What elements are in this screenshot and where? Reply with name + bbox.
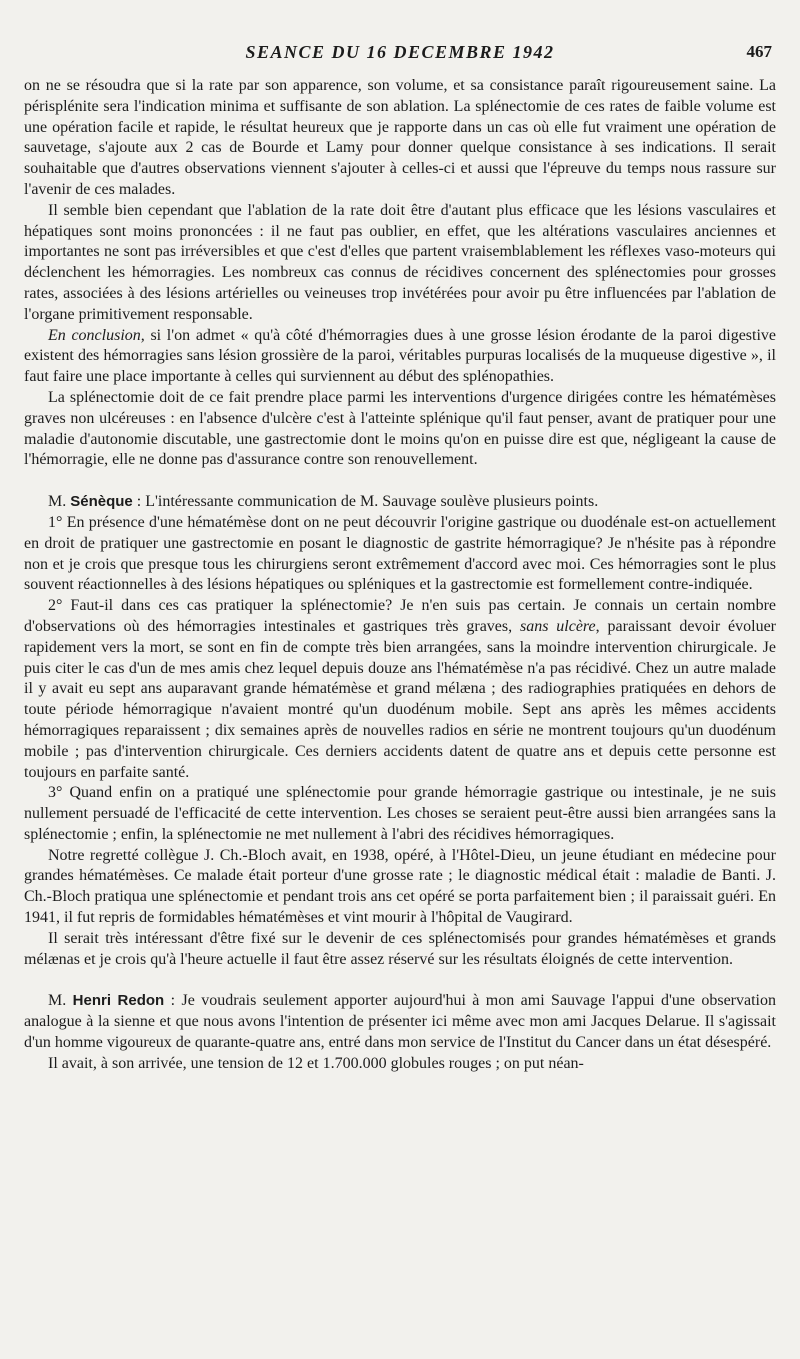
seneque-intro	[24, 492, 776, 513]
page-number: 467	[746, 42, 772, 61]
speaker-intro: : Je voudrais seulement apporter aujourd'hui à mon ami Sauvage l'appui d'une observation analogue à la sienne et que nous avons l'intention de présenter ici même avec mon ami Jacques Delarue. Il s'agissait d'un homme vigoureux de quarante-quatre ans, entré dans mon service de l'Institut du Cancer dans un état désespéré.	[24, 992, 776, 1052]
paragraph-conclusion	[24, 326, 776, 388]
conclusion-lead: En conclusion,	[48, 326, 145, 344]
speaker-intro: : L'intéressante communication de M. Sauvage soulève plusieurs points.	[132, 493, 599, 511]
speaker-name: Sénèque	[70, 493, 133, 511]
section-gap	[24, 471, 776, 492]
point-2	[24, 596, 776, 783]
paragraph-closing: Il serait très intéressant d'être fixé sur le devenir de ces splénectomisés pour grandes hématémèses et grands mélænas et je crois qu'à l'heure actuelle il faut être assez réservé sur les résultats éloignés de cette intervention.	[24, 929, 776, 968]
paragraph-last: Il avait, à son arrivée, une tension de 12 et 1.700.000 globules rouges ; on put néan-	[48, 1054, 584, 1072]
section-gap	[24, 970, 776, 991]
speaker-prefix: M.	[48, 493, 71, 511]
redon-intro	[24, 991, 776, 1053]
paragraph: on ne se résoudra que si la rate par son apparence, son volume, et sa consistance paraît rigoureusement saine. La périsplénite sera l'indication minima et suffisante de son ablation. La splénectomie de ces rates de faible volume est une opération facile et rapide, le résultat heureux que je rapporte dans un cas où elle fut vraiment une opération de sauvetage, s'ajoute aux 2 cas de Bourde et Lamy pour donner quelque consistance à ses indications. Il serait souhaitable que d'autres observations viennent s'ajouter à celles-ci et aussi que l'épreuve du temps nous rassure sur l'avenir de ces malades.	[24, 77, 776, 198]
speaker-prefix: M.	[48, 992, 73, 1010]
document-body	[24, 76, 776, 1075]
running-header	[24, 38, 776, 68]
paragraph-bloch: Notre regretté collègue J. Ch.-Bloch avait, en 1938, opéré, à l'Hôtel-Dieu, un jeune étudiant en médecine pour grandes hématémèses. Ce malade était porteur d'une grosse rate ; le diagnostic médical était : maladie de Banti. J. Ch.-Bloch pratiqua une splénectomie et pendant trois ans cet opéré se porta parfaitement bien ; il paraissait guéri. En 1941, il fut repris de formidables hématémèses et vint mourir à l'hôpital de Vaugirard.	[24, 846, 776, 927]
point-2-text-a: 2° Faut-il dans ces cas pratiquer la splénectomie? Je n'en suis pas certain. Je connais un certain nombre d'observations où des hémorragies intestinales et gastriques très graves,	[24, 597, 776, 635]
point-2-text-b: , paraissant devoir évoluer rapidement vers la mort, se sont en fin de compte très bien arrangées, sans la moindre intervention chirurgicale. Je puis citer le cas d'un de mes amis chez lequel depuis douze ans l'hématémèse n'a pas récidivé. Chez un autre malade il y avait eu sept ans auparavant grande hématémèse et grand mélæna ; des radiographies pratiquées en dehors de toute période hémorragique n'avaient montré qu'un duodénum mobile. Sept ans après les mêmes accidents hémorragiques reparaissent ; dix semaines après de nouvelles radios en série ne montrent toujours qu'un duodénum mobile ; pas d'intervention chirurgicale. Ces derniers accidents datent de quatre ans et depuis cette personne est toujours en parfaite santé.	[24, 617, 777, 781]
speaker-name: Henri Redon	[72, 992, 165, 1010]
paragraph: Il semble bien cependant que l'ablation de la rate doit être d'autant plus efficace que les lésions vasculaires et hépatiques sont moins prononcées : il ne faut pas oublier, en effet, que les altérations vasculaires anciennes et importantes ne sont pas irréversibles et que c'est d'elles que partent vraisemblablement les réflexes vaso-moteurs qui déclenchent les hémorragies. Les nombreux cas connus de récidives concernent des splénectomies pour grosses rates, associées à des lésions artérielles ou veineuses trop invétérées pour avoir pu être influencées par l'ablation de l'organe primitivement responsable.	[24, 201, 776, 323]
point-2-emphasis: sans ulcère	[519, 617, 596, 635]
conclusion-text: si l'on admet « qu'à côté d'hémorragies dues à une grosse lésion érodante de la paroi digestive existent des hémorragies sans lésion grossière de la paroi, véritables purpuras localisés de la muqueuse digestive », il faut faire une place importante à celles qui surviennent au début des splénopathies.	[24, 326, 777, 386]
running-title: SEANCE DU 16 DECEMBRE 1942	[245, 42, 555, 62]
point-3: 3° Quand enfin on a pratiqué une splénectomie pour grande hémorragie gastrique ou intestinale, je ne suis nullement persuadé de l'efficacité de cette intervention. Les choses se seraient peut-être aussi bien arrangées sans la splénectomie ; enfin, la splénectomie ne met nullement à l'abri des récidives hémorragiques.	[24, 784, 776, 843]
paragraph: La splénectomie doit de ce fait prendre place parmi les interventions d'urgence dirigées contre les hématémèses graves non ulcéreuses : en l'absence d'ulcère c'est à l'atteinte splénique qu'il faut penser, avant de pratiquer pour une maladie d'autonomie discutable, une gastrectomie dont le moins qu'on en puisse dire est que, négligeant la cause de l'hémorragie, elle ne donne pas d'assurance contre son renouvellement.	[24, 388, 776, 469]
point-1: 1° En présence d'une hématémèse dont on ne peut découvrir l'origine gastrique ou duodénale est-on actuellement en droit de pratiquer une gastrectomie en posant le diagnostic de gastrite hémorragique? Je n'hésite pas à répondre non et je crois que presque tous les chirurgiens seront extrêmement d'accord avec moi. Ces hémorragies sont le plus souvent réactionnelles à des lésions hépatiques ou spléniques et la gastrectomie est formellement contre-indiquée.	[24, 513, 776, 594]
